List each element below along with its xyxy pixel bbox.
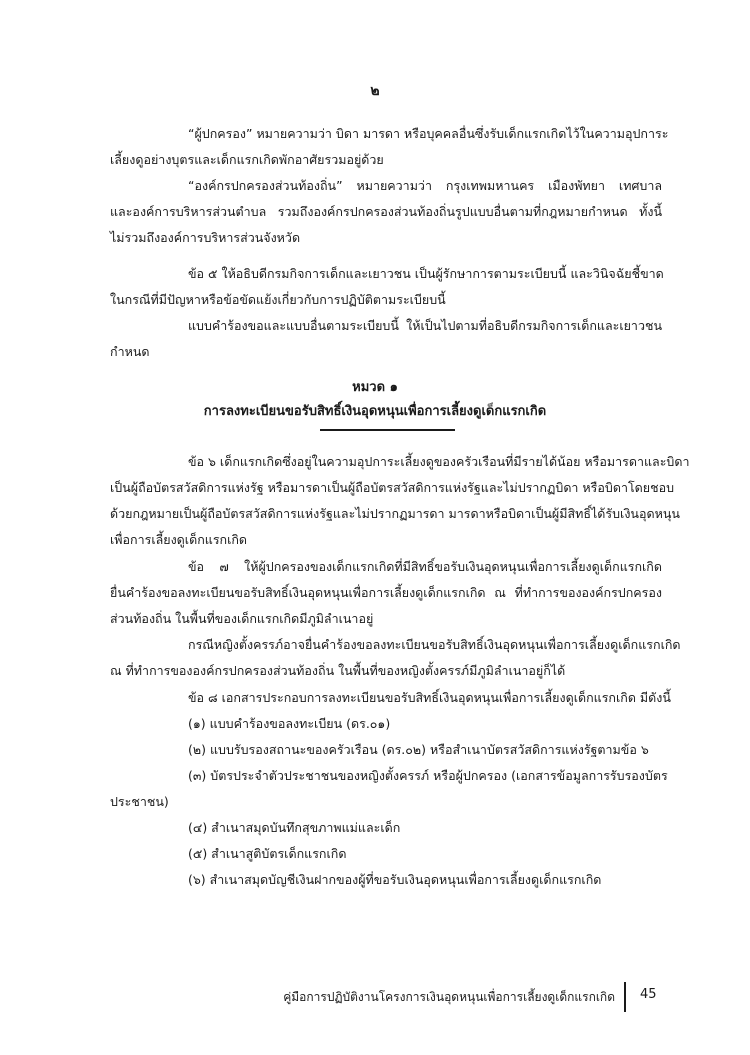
- footer-divider: [624, 982, 626, 1012]
- clause-6-line-2: เป็นผู้ถือบัตรสวัสดิการแห่งรัฐ หรือมารดาเป็นผู้ถือบัตรสวัสดิการแห่งรัฐและไม่ปรากฏบิดา หรือบิดาโดยชอบ: [110, 480, 675, 495]
- definition-guardian-line-2: เลี้ยงดูอย่างบุตรและเด็กแรกเกิดพักอาศัยรวมอยู่ด้วย: [110, 152, 384, 167]
- clause-6-line-3: ด้วยกฎหมายเป็นผู้ถือบัตรสวัสดิการแห่งรัฐและไม่ปรากฏมารดา มารดาหรือบิดาเป็นผู้มีสิทธิ์ได้รับเงินอุดหนุน: [110, 506, 680, 521]
- clause-7-line-3: ส่วนท้องถิ่น ในพื้นที่ของเด็กแรกเกิดมีภูมิลำเนาอยู่: [110, 611, 374, 626]
- page-number: ๒: [370, 83, 380, 99]
- document-list-item-3-cont: ประชาชน): [110, 794, 169, 809]
- definition-guardian-line-1: “ผู้ปกครอง” หมายความว่า บิดา มารดา หรือบุคคลอื่นซึ่งรับเด็กแรกเกิดไว้ในความอุปการะ: [188, 126, 669, 141]
- document-list-item-6: (๖) สำเนาสมุดบัญชีเงินฝากของผู้ที่ขอรับเงินอุดหนุนเพื่อการเลี้ยงดูเด็กแรกเกิด: [188, 872, 602, 887]
- document-list-item-5: (๕) สำเนาสูติบัตรเด็กแรกเกิด: [188, 846, 347, 861]
- chapter-heading: หมวด ๑: [352, 380, 398, 395]
- document-list-item-4: (๔) สำเนาสมุดบันทึกสุขภาพแม่และเด็ก: [188, 820, 401, 835]
- document-list-item-1: (๑) แบบคำร้องขอลงทะเบียน (ดร.๐๑): [188, 716, 391, 731]
- definition-local-gov-line-1: “องค์กรปกครองส่วนท้องถิ่น” หมายความว่า กรุงเทพมหานคร เมืองพัทยา เทศบาล: [188, 178, 662, 193]
- clause-5-line-2: ในกรณีที่มีปัญหาหรือข้อขัดแย้งเกี่ยวกับการปฏิบัติตามระเบียบนี้: [110, 292, 446, 307]
- document-list-item-3: (๓) บัตรประจำตัวประชาชนของหญิงตั้งครรภ์ หรือผู้ปกครอง (เอกสารข้อมูลการรับรองบัตร: [188, 768, 668, 783]
- chapter-title: การลงทะเบียนขอรับสิทธิ์เงินอุดหนุนเพื่อการเลี้ยงดูเด็กแรกเกิด: [203, 404, 547, 419]
- clause-6-line-4: เพื่อการเลี้ยงดูเด็กแรกเกิด: [110, 532, 248, 547]
- pregnant-clause-line-1: กรณีหญิงตั้งครรภ์อาจยื่นคำร้องขอลงทะเบียนขอรับสิทธิ์เงินอุดหนุนเพื่อการเลี้ยงดูเด็กแรกเกิด: [188, 637, 681, 652]
- forms-clause-line-2: กำหนด: [110, 344, 150, 359]
- clause-6-line-1: ข้อ ๖ เด็กแรกเกิดซึ่งอยู่ในความอุปการะเลี้ยงดูของครัวเรือนที่มีรายได้น้อย หรือมารดาและบิดา: [188, 454, 690, 469]
- clause-7-line-1: ข้อ ๗ ให้ผู้ปกครองของเด็กแรกเกิดที่มีสิทธิ์ขอรับเงินอุดหนุนเพื่อการเลี้ยงดูเด็กแรกเกิด: [188, 559, 662, 574]
- forms-clause-line-1: แบบคำร้องขอและแบบอื่นตามระเบียบนี้ ให้เป็นไปตามที่อธิบดีกรมกิจการเด็กและเยาวชน: [188, 318, 662, 333]
- clause-8-line-1: ข้อ ๘ เอกสารประกอบการลงทะเบียนขอรับสิทธิ์เงินอุดหนุนเพื่อการเลี้ยงดูเด็กแรกเกิด มีดังนี้: [188, 690, 671, 705]
- document-list-item-2: (๒) แบบรับรองสถานะของครัวเรือน (ดร.๐๒) หรือสำเนาบัตรสวัสดิการแห่งรัฐตามข้อ ๖: [188, 742, 649, 757]
- footer-title: คู่มือการปฏิบัติงานโครงการเงินอุดหนุนเพื่อการเลี้ยงดูเด็กแรกเกิด: [283, 990, 615, 1004]
- footer-page-number: 45: [640, 987, 657, 1002]
- clause-7-line-2: ยื่นคำร้องขอลงทะเบียนขอรับสิทธิ์เงินอุดหนุนเพื่อการเลี้ยงดูเด็กแรกเกิด ณ ที่ทำการขององค์กรปกครอง: [110, 585, 662, 600]
- definition-local-gov-line-3: ไม่รวมถึงองค์การบริหารส่วนจังหวัด: [110, 230, 301, 245]
- clause-5-line-1: ข้อ ๕ ให้อธิบดีกรมกิจการเด็กและเยาวชน เป็นผู้รักษาการตามระเบียบนี้ และวินิจฉัยชี้ขาด: [188, 266, 664, 281]
- definition-local-gov-line-2: และองค์การบริหารส่วนตำบล รวมถึงองค์กรปกครองส่วนท้องถิ่นรูปแบบอื่นตามที่กฎหมายกำหนด ทั้งนี้: [110, 204, 662, 219]
- chapter-rule: [320, 429, 455, 431]
- pregnant-clause-line-2: ณ ที่ทำการขององค์กรปกครองส่วนท้องถิ่น ในพื้นที่ของหญิงตั้งครรภ์มีภูมิลำเนาอยู่ก็ได้: [110, 663, 566, 678]
